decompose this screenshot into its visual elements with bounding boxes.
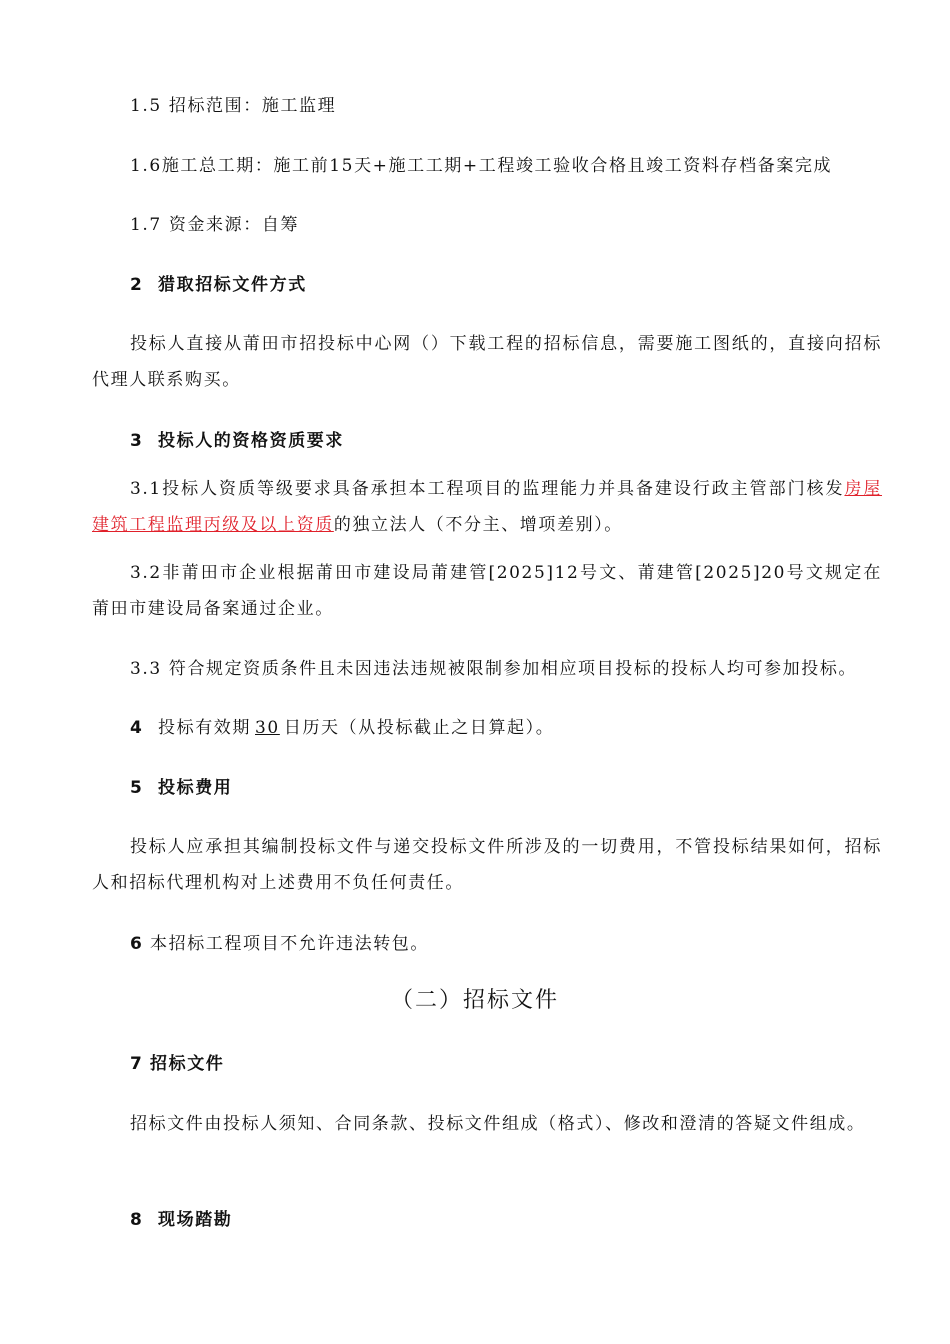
heading-8 [130,1202,232,1238]
heading-5 [130,770,232,806]
clause-1-7: 1.7 资金来源：自筹 [130,215,300,235]
clause-6-number: 6 [130,934,144,954]
clause-3-1-tail: 的独立法人（不分主、增项差别）。 [333,515,623,535]
heading-7-number: 7 [130,1054,144,1074]
clause-3-3: 3.3 符合规定资质条件且未因违法违规被限制参加相应项目投标的投标人均可参加投标。 [130,659,858,679]
clause-3-1-text: 3.1投标人资质等级要求具备承担本工程项目的监理能力并具备建设行政主管部门核发 [130,479,845,499]
heading-3 [130,423,344,459]
clause-4-number: 4 [130,718,144,738]
clause-4-text: 投标有效期 [158,718,251,738]
clause-1-6: 1.6施工总工期：施工前15天+施工工期+工程竣工验收合格且竣工资料存档备案完成 [130,156,833,176]
heading-5-title: 投标费用 [158,778,233,798]
clause-3-2: 3.2非莆田市企业根据莆田市建设局莆建管[2025]12号文、莆建管[2025]20号文规定在莆田市建设局备案通过企业。 [92,563,882,619]
clause-4-tail: 日历天（从投标截止之日算起）。 [283,718,555,738]
clause-6-text: 本招标工程项目不允许违法转包。 [150,934,429,954]
paragraph-7: 招标文件由投标人须知、合同条款、投标文件组成（格式）、修改和澄清的答疑文件组成。 [130,1114,866,1134]
clause-4 [130,710,554,746]
section-title: （二）招标文件 [390,988,559,1013]
clause-3-1 [92,471,882,543]
heading-5-number: 5 [130,778,144,798]
heading-2 [130,267,307,303]
clause-1-5: 1.5 招标范围：施工监理 [130,96,337,116]
paragraph-2: 投标人直接从莆田市招投标中心网（）下载工程的招标信息，需要施工图纸的，直接向招标代理人联系购买。 [92,334,882,390]
heading-7-title: 招标文件 [150,1054,225,1074]
validity-days: 30 [255,718,280,738]
qualification-highlight: 房屋建筑工程监理丙级及以上资质 [92,479,883,535]
paragraph-5: 投标人应承担其编制投标文件与递交投标文件所涉及的一切费用，不管投标结果如何，招标人和招标代理机构对上述费用不负任何责任。 [92,837,882,893]
heading-3-number: 3 [130,431,144,451]
heading-7 [130,1046,224,1082]
clause-6 [130,926,429,962]
heading-8-number: 8 [130,1210,144,1230]
heading-2-title: 猎取招标文件方式 [158,275,307,295]
heading-8-title: 现场踏勘 [158,1210,233,1230]
heading-3-title: 投标人的资格资质要求 [158,431,344,451]
heading-2-number: 2 [130,275,144,295]
